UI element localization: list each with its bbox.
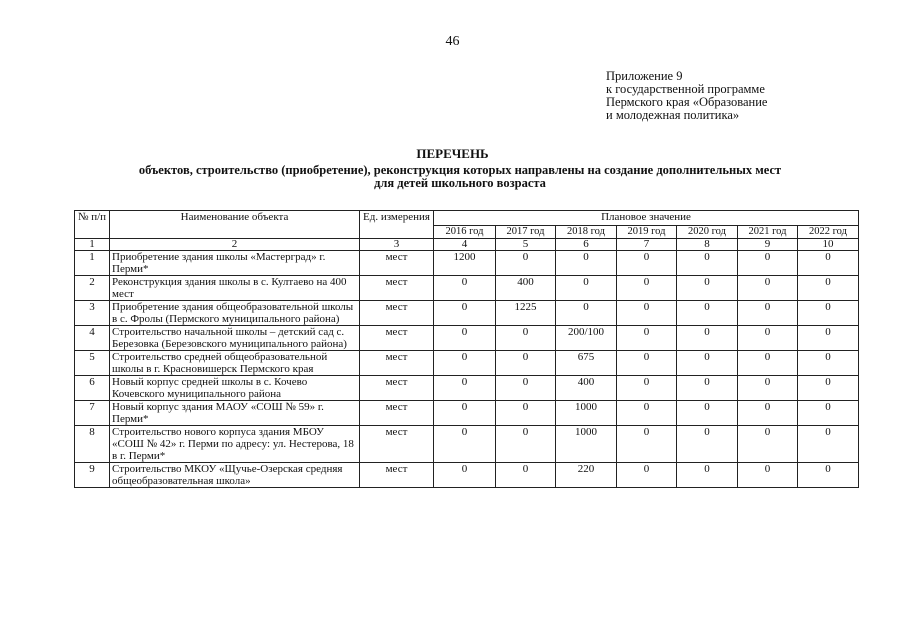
plan-value: 0 [496, 401, 556, 426]
plan-value: 220 [556, 463, 617, 488]
object-name: Приобретение здания школы «Мастерград» г. Перми* [110, 251, 360, 276]
plan-value: 0 [677, 463, 738, 488]
object-name: Строительство нового корпуса здания МБОУ «СОШ № 42» г. Перми по адресу: ул. Нестерова, 18 в г. Перми* [110, 426, 360, 463]
header-num: № п/п [75, 211, 110, 239]
plan-value: 0 [798, 426, 859, 463]
plan-value: 0 [496, 426, 556, 463]
plan-value: 0 [677, 251, 738, 276]
header-year: 2016 год [434, 226, 496, 239]
plan-value: 0 [434, 326, 496, 351]
plan-value: 400 [556, 376, 617, 401]
header-year: 2019 год [617, 226, 677, 239]
plan-value: 0 [556, 301, 617, 326]
column-number: 5 [496, 239, 556, 251]
column-number: 9 [738, 239, 798, 251]
plan-value: 675 [556, 351, 617, 376]
row-number: 9 [75, 463, 110, 488]
plan-value: 200/100 [556, 326, 617, 351]
column-number: 2 [110, 239, 360, 251]
plan-value: 0 [677, 326, 738, 351]
plan-value: 0 [798, 251, 859, 276]
column-number: 8 [677, 239, 738, 251]
column-number: 4 [434, 239, 496, 251]
table-row [75, 351, 859, 376]
plan-value: 0 [434, 276, 496, 301]
plan-value: 0 [617, 326, 677, 351]
plan-value: 0 [496, 251, 556, 276]
plan-value: 0 [677, 376, 738, 401]
plan-value: 0 [617, 276, 677, 301]
unit-cell: мест [360, 251, 434, 276]
unit-cell: мест [360, 301, 434, 326]
plan-value: 0 [798, 326, 859, 351]
plan-value: 0 [798, 401, 859, 426]
plan-value: 0 [798, 301, 859, 326]
plan-value: 400 [496, 276, 556, 301]
column-number: 6 [556, 239, 617, 251]
plan-value: 0 [677, 276, 738, 301]
plan-value: 0 [434, 301, 496, 326]
header-name: Наименование объекта [110, 211, 360, 239]
object-name: Новый корпус средней школы в с. Кочево Кочевского муниципального района [110, 376, 360, 401]
plan-value: 0 [798, 351, 859, 376]
plan-value: 0 [677, 426, 738, 463]
unit-cell: мест [360, 351, 434, 376]
plan-value: 0 [496, 463, 556, 488]
plan-value: 1000 [556, 401, 617, 426]
object-name: Приобретение здания общеобразовательной школы в с. Фролы (Пермского муниципального района) [110, 301, 360, 326]
plan-value: 0 [617, 351, 677, 376]
object-name: Строительство МКОУ «Щучье-Озерская средняя общеобразовательная школа» [110, 463, 360, 488]
plan-value: 0 [496, 326, 556, 351]
plan-value: 0 [738, 351, 798, 376]
objects-table [74, 210, 859, 488]
plan-value: 0 [677, 401, 738, 426]
column-number: 7 [617, 239, 677, 251]
plan-value: 0 [677, 351, 738, 376]
header-year: 2018 год [556, 226, 617, 239]
plan-value: 0 [617, 401, 677, 426]
subtitle-line: объектов, строительство (приобретение), реконструкция которых направлены на создание дополнительных мест [138, 163, 782, 177]
row-number: 8 [75, 426, 110, 463]
header-unit: Ед. измерения [360, 211, 434, 239]
table-row [75, 301, 859, 326]
column-number: 10 [798, 239, 859, 251]
plan-value: 1200 [434, 251, 496, 276]
header-year: 2020 год [677, 226, 738, 239]
column-number: 1 [75, 239, 110, 251]
plan-value: 0 [617, 376, 677, 401]
appendix-note [606, 70, 767, 122]
table-row [75, 376, 859, 401]
header-year: 2021 год [738, 226, 798, 239]
plan-value: 0 [738, 251, 798, 276]
header-year: 2017 год [496, 226, 556, 239]
header-year: 2022 год [798, 226, 859, 239]
plan-value: 0 [434, 401, 496, 426]
plan-value: 0 [434, 351, 496, 376]
plan-value: 0 [617, 251, 677, 276]
object-name: Реконструкция здания школы в с. Култаево на 400 мест [110, 276, 360, 301]
plan-value: 0 [738, 376, 798, 401]
document-subtitle [60, 164, 860, 190]
subtitle-line: для детей школьного возраста [374, 176, 546, 190]
header-plan: Плановое значение [434, 211, 859, 226]
row-number: 7 [75, 401, 110, 426]
row-number: 5 [75, 351, 110, 376]
appendix-line: и молодежная политика» [606, 108, 740, 122]
appendix-line: Пермского края «Образование [606, 95, 768, 109]
unit-cell: мест [360, 376, 434, 401]
plan-value: 0 [798, 463, 859, 488]
document-title: ПЕРЕЧЕНЬ [416, 146, 489, 161]
object-name: Новый корпус здания МАОУ «СОШ № 59» г. Перми* [110, 401, 360, 426]
table-row [75, 326, 859, 351]
table-row [75, 251, 859, 276]
plan-value: 1225 [496, 301, 556, 326]
column-number-row [75, 239, 859, 251]
plan-value: 0 [738, 301, 798, 326]
page-number: 46 [445, 34, 460, 49]
table-row [75, 463, 859, 488]
unit-cell: мест [360, 401, 434, 426]
plan-value: 0 [434, 376, 496, 401]
object-name: Строительство начальной школы – детский сад с. Березовка (Березовского муниципального района) [110, 326, 360, 351]
plan-value: 0 [617, 463, 677, 488]
row-number: 3 [75, 301, 110, 326]
row-number: 6 [75, 376, 110, 401]
unit-cell: мест [360, 276, 434, 301]
appendix-line: к государственной программе [606, 82, 765, 96]
plan-value: 0 [677, 301, 738, 326]
plan-value: 0 [496, 351, 556, 376]
plan-value: 0 [556, 276, 617, 301]
object-name: Строительство средней общеобразовательной школы в г. Красновишерск Пермского края [110, 351, 360, 376]
plan-value: 0 [738, 463, 798, 488]
plan-value: 0 [496, 376, 556, 401]
plan-value: 0 [738, 401, 798, 426]
appendix-line: Приложение 9 [606, 69, 683, 83]
row-number: 1 [75, 251, 110, 276]
plan-value: 0 [617, 301, 677, 326]
unit-cell: мест [360, 426, 434, 463]
row-number: 4 [75, 326, 110, 351]
plan-value: 0 [738, 326, 798, 351]
column-number: 3 [360, 239, 434, 251]
plan-value: 0 [798, 376, 859, 401]
unit-cell: мест [360, 463, 434, 488]
plan-value: 0 [617, 426, 677, 463]
table-row [75, 276, 859, 301]
plan-value: 0 [434, 463, 496, 488]
plan-value: 0 [556, 251, 617, 276]
plan-value: 0 [798, 276, 859, 301]
plan-value: 0 [738, 276, 798, 301]
plan-value: 0 [434, 426, 496, 463]
row-number: 2 [75, 276, 110, 301]
plan-value: 0 [738, 426, 798, 463]
table-row [75, 401, 859, 426]
unit-cell: мест [360, 326, 434, 351]
table-row [75, 426, 859, 463]
plan-value: 1000 [556, 426, 617, 463]
